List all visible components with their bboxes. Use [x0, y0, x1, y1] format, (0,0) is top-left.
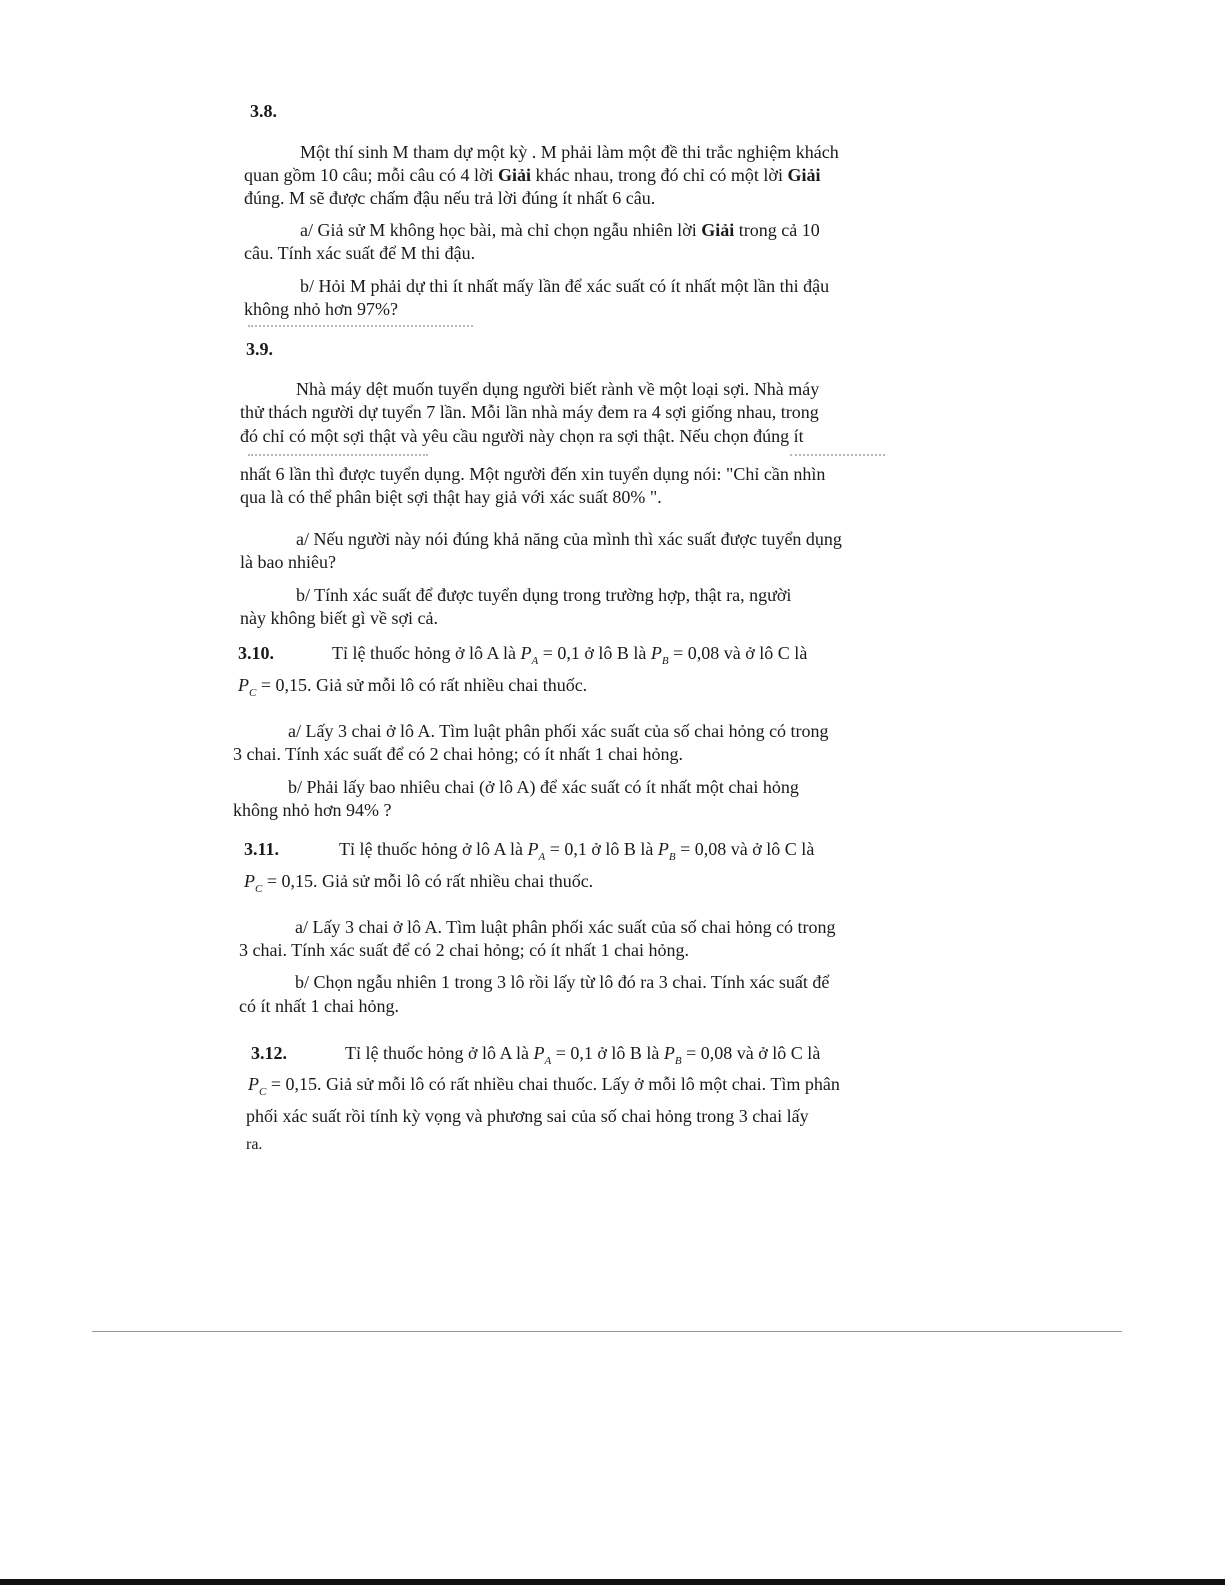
problem-3-8-line: quan gồm 10 câu; mỗi câu có 4 lời Giải khác nhau, trong đó chỉ có một lời Giải — [244, 165, 821, 185]
problem-3-10-part-a: 3 chai. Tính xác suất để có 2 chai hỏng; có ít nhất 1 chai hỏng. — [233, 744, 684, 764]
problem-3-10-rates: $P_C = 0,15$. Giả sử mỗi lô có rất nhiều chai thuốc. — [238, 675, 588, 699]
problem-number-3-10: 3.10. — [238, 643, 274, 663]
problem-3-9-line: nhất 6 lần thì được tuyển dụng. Một người đến xin tuyển dụng nói: "Chỉ cần nhìn — [240, 464, 826, 484]
problem-3-9-line: thử thách người dự tuyển 7 lần. Mỗi lần nhà máy đem ra 4 sợi giống nhau, trong — [240, 402, 819, 422]
page-divider — [92, 1331, 1122, 1332]
problem-3-10-part-a: a/ Lấy 3 chai ở lô A. Tìm luật phân phối xác suất của số chai hỏng có trong — [288, 721, 829, 741]
problem-3-11-part-b: có ít nhất 1 chai hỏng. — [239, 996, 399, 1016]
problem-3-10-part-b: không nhỏ hơn 94% ? — [233, 800, 392, 820]
problem-3-10-rates: Tỉ lệ thuốc hỏng ở lô A là $P_A = 0,1$ ở lô B là $P_B = 0,08$ và ở lô C là — [332, 643, 808, 667]
problem-3-8-part-a: a/ Giả sử M không học bài, mà chỉ chọn ngẫu nhiên lời Giải trong cả 10 — [300, 220, 820, 240]
problem-3-8-part-b: b/ Hỏi M phải dự thi ít nhất mấy lần để xác suất có ít nhất một lần thi đậu — [300, 276, 830, 296]
problem-3-8-line: đúng. M sẽ được chấm đậu nếu trả lời đúng ít nhất 6 câu. — [244, 188, 656, 208]
problem-number-3-9: 3.9. — [246, 339, 273, 359]
problem-3-11-rates: Tỉ lệ thuốc hỏng ở lô A là $P_A = 0,1$ ở lô B là $P_B = 0,08$ và ở lô C là — [339, 839, 815, 863]
problem-3-9-line: Nhà máy dệt muốn tuyển dụng người biết rành về một loại sợi. Nhà máy — [296, 379, 820, 399]
problem-number-3-8: 3.8. — [250, 101, 277, 121]
problem-3-11-part-a: 3 chai. Tính xác suất để có 2 chai hỏng; có ít nhất 1 chai hỏng. — [239, 940, 690, 960]
problem-3-12-line: ra. — [246, 1136, 263, 1153]
problem-3-11-part-a: a/ Lấy 3 chai ở lô A. Tìm luật phân phối xác suất của số chai hỏng có trong — [295, 917, 836, 937]
problem-3-11-rates: $P_C = 0,15$. Giả sử mỗi lô có rất nhiều chai thuốc. — [244, 871, 594, 895]
problem-3-8-line: Một thí sinh M tham dự một kỳ . M phải làm một đề thi trắc nghiệm khách — [300, 142, 839, 162]
problem-3-12-rates: $P_C = 0,15$. Giả sử mỗi lô có rất nhiều chai thuốc. Lấy ở mỗi lô một chai. Tìm phân — [248, 1074, 840, 1098]
problem-3-9-part-b: b/ Tính xác suất để được tuyển dụng trong trường hợp, thật ra, người — [296, 585, 792, 605]
problem-3-9-part-a: là bao nhiêu? — [240, 552, 336, 572]
problem-3-8-part-b: không nhỏ hơn 97%? — [244, 299, 399, 319]
problem-3-9-line: qua là có thể phân biệt sợi thật hay giả với xác suất 80% ". — [240, 487, 662, 507]
page-bottom-edge — [0, 1579, 1225, 1585]
problem-3-12-rates: Tỉ lệ thuốc hỏng ở lô A là $P_A = 0,1$ ở lô B là $P_B = 0,08$ và ở lô C là — [345, 1043, 821, 1067]
problem-3-8-part-a: câu. Tính xác suất để M thi đậu. — [244, 243, 476, 263]
problem-3-12-line: phối xác suất rồi tính kỳ vọng và phương sai của số chai hỏng trong 3 chai lấy — [246, 1106, 809, 1126]
problem-3-9-line: đó chỉ có một sợi thật và yêu cầu người này chọn ra sợi thật. Nếu chọn đúng ít — [240, 426, 804, 446]
problem-3-9-part-a: a/ Nếu người này nói đúng khả năng của mình thì xác suất được tuyển dụng — [296, 529, 842, 549]
scan-artifact — [790, 454, 885, 458]
problem-number-3-12: 3.12. — [251, 1043, 287, 1063]
problem-number-3-11: 3.11. — [244, 839, 280, 859]
scan-artifact — [248, 325, 473, 329]
problem-3-11-part-b: b/ Chọn ngẫu nhiên 1 trong 3 lô rồi lấy từ lô đó ra 3 chai. Tính xác suất để — [295, 972, 830, 992]
problem-3-10-part-b: b/ Phải lấy bao nhiêu chai (ở lô A) để xác suất có ít nhất một chai hỏng — [288, 777, 799, 797]
problem-3-9-part-b: này không biết gì về sợi cả. — [240, 608, 438, 628]
scan-artifact — [248, 454, 428, 458]
